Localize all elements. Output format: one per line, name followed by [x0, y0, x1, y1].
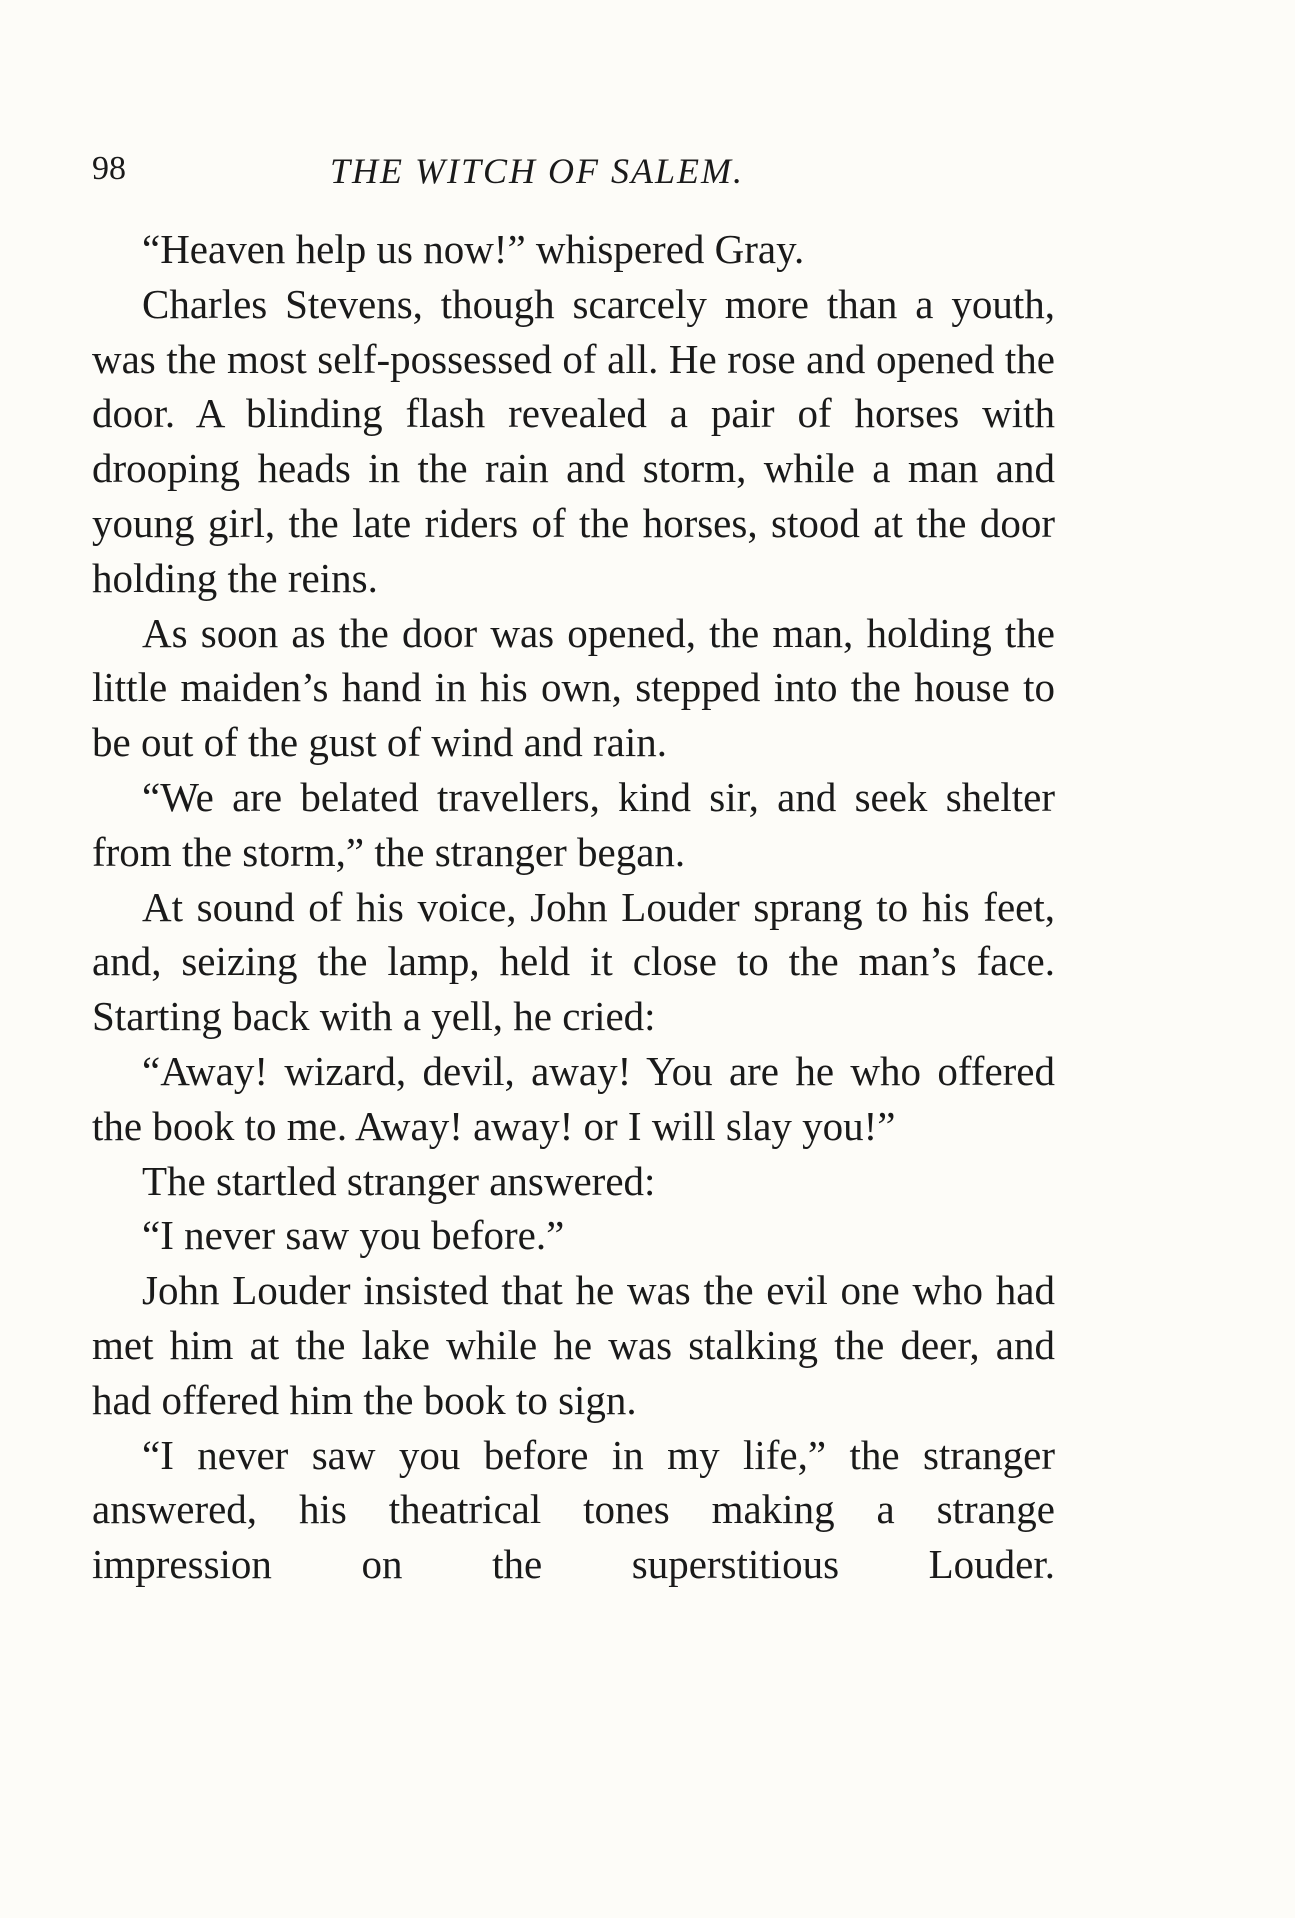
running-title: THE WITCH OF SALEM. — [330, 151, 744, 191]
paragraph-10: “I never saw you before in my life,” the stranger answered, his theatrical tones making a strange impression on the superstitious Louder. — [92, 1431, 1055, 1588]
page-number: 98 — [92, 150, 126, 187]
paragraph-4: “We are belated travellers, kind sir, and seek shelter from the storm,” the stranger began. — [92, 773, 1055, 875]
paragraph-2: Charles Stevens, though scarcely more than a youth, was the most self-possessed of all. He rose and opened the door. A blinding flash revealed a pair of horses with drooping heads in the rain and storm, while a man and young girl, the late riders of the horses, stood at the door holding the reins. — [92, 280, 1055, 601]
paragraph-5: At sound of his voice, John Louder sprang to his feet, and, seizing the lamp, held it close to the man’s face. Starting back with a yell, he cried: — [92, 883, 1055, 1040]
body-text — [92, 222, 1055, 1592]
book-page — [92, 150, 1055, 1592]
page-header — [92, 150, 1055, 210]
paragraph-6: “Away! wizard, devil, away! You are he who offered the book to me. Away! away! or I will slay you!” — [92, 1047, 1055, 1149]
paragraph-9: John Louder insisted that he was the evil one who had met him at the lake while he was stalking the deer, and had offered him the book to sign. — [92, 1267, 1055, 1423]
paragraph-3: As soon as the door was opened, the man, holding the little maiden’s hand in his own, stepped into the house to be out of the gust of wind and rain. — [92, 609, 1055, 766]
paragraph-7: The startled stranger answered: — [142, 1157, 656, 1204]
paragraph-8: “I never saw you before.” — [142, 1212, 565, 1259]
paragraph-1: “Heaven help us now!” whispered Gray. — [142, 226, 805, 272]
